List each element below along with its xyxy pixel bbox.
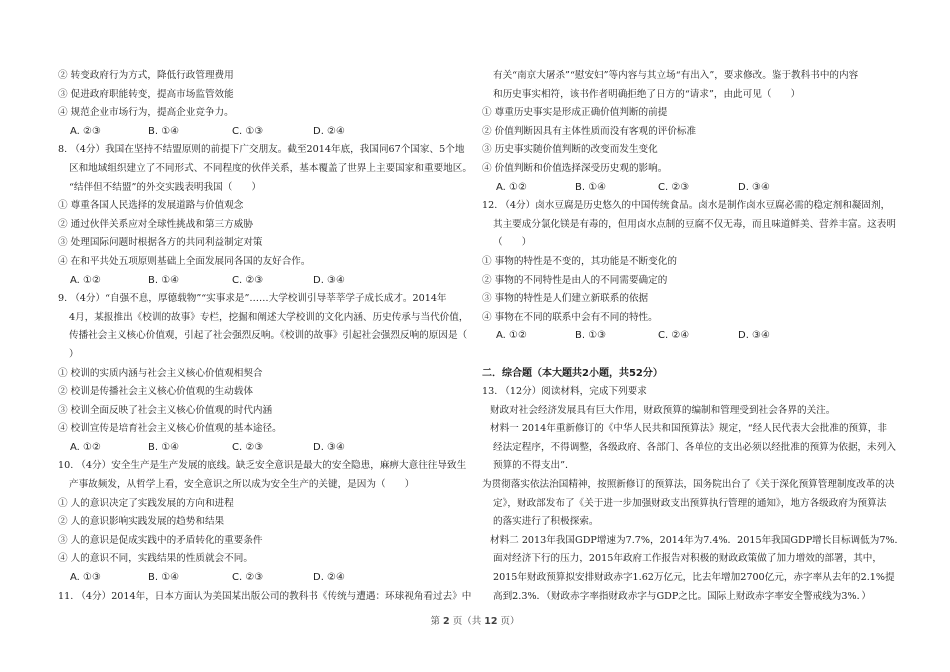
q10-stem: 10. （4分）安全生产是生产发展的底线。缺乏安全意识是最大的安全隐患，麻痹大意往往导致生 [58,460,467,472]
q9-stem: 9. （4分）“自强不息，厚德载物”“实事求是”……大学校训引导莘莘学子成长成才。2014年 [58,293,447,305]
option-c: C. ②③ [232,274,264,286]
q13-paragraph: 为贯彻落实依法治国精神，按照新修订的预算法，国务院出台了《关于深化预算管理制度改革的决 [482,479,895,491]
option-b: B. ①④ [148,572,180,584]
q11-stem: 11. （4分）2014年，日本方面认为美国某出版公司的教科书《传统与遭遇：环球视角看过去》中 [58,590,472,602]
q9-stem-cont: 传播社会主义核心价值观，引起了社会强烈反响。《校训的故事》引起社会强烈反响的原因是（ [69,330,468,342]
option-b: B. ①④ [575,181,607,193]
q7-item-2: ② 转变政府行为方式，降低行政管理费用 [58,70,234,81]
q8-item: ③ 处理国际问题时根据各方的共同利益制定对策 [58,237,263,249]
q12-item: ④ 事物在不同的联系中会有不同的特性。 [482,311,658,323]
q12-item: ① 事物的特性是不变的，其功能是不断变化的 [482,255,677,267]
q9-item: ③ 校训全面反映了社会主义核心价值观的时代内涵 [58,404,273,416]
q12-options [482,327,910,346]
q9-item: ② 校训是传播社会主义核心价值观的生动载体 [58,386,253,398]
option-d: D. ③④ [738,330,770,342]
option-b: B. ①④ [148,125,180,137]
q10-item: ① 人的意识决定了实践发展的方向和进程 [58,497,234,509]
option-d: D. ③④ [313,441,345,453]
q8-item: ① 尊重各国人民选择的发展道路与价值观念 [58,200,244,212]
q11-stem-cont: 有关“南京大屠杀”“慰安妇”等内容与其立场“有出入”，要求修改。鉴于教科书中的内容 [493,70,859,81]
q13-paragraph-cont: 定》，财政部发布了《关于进一步加强财政支出预算执行管理的通知》，地方各级政府为预算法 [493,497,887,509]
q12-item: ③ 事物的特性是人们建立新联系的依据 [482,293,649,305]
q8-item: ④ 在和平共处五项原则基础上全面发展同各国的友好合作。 [58,255,311,267]
option-b: B. ①④ [148,441,180,453]
option-c: C. ①③ [232,125,264,137]
q11-item: ③ 历史事实随价值判断的改变而发生变化 [482,144,658,156]
q7-options [58,123,474,142]
q10-item: ② 人的意识影响实践发展的趋势和结果 [58,516,225,528]
q11-stem-cont: 和历史事实相符，该书作者明确拒绝了日方的“请求”，由此可见（ ） [493,88,801,100]
material-2-cont: 2015年财政预算拟安排财政赤字1.62万亿元，比去年增加2700亿元，赤字率从去年的2.1%提 [493,572,895,584]
q9-item: ① 校训的实质内涵与社会主义核心价值观相契合 [58,367,263,379]
option-a: A. ①② [496,330,527,342]
material-1: 材料一 2014年重新修订的《中华人民共和国预算法》规定，“经人民代表大会批准的预算，非 [490,423,887,435]
option-b: B. ①③ [575,330,607,342]
page-number: 2 [443,616,450,627]
option-d: D. ③④ [313,274,345,286]
material-1-cont: 经法定程序，不得调整，各级政府、各部门、各单位的支出必须以经批准的预算为依据，未列入 [493,441,896,453]
q10-item: ④ 人的意识不同，实践结果的性质就会不同。 [58,553,253,565]
q11-options [482,179,910,198]
option-c: C. ②③ [658,181,690,193]
q8-item: ② 通过伙伴关系应对全球性挑战和第三方威胁 [58,218,253,230]
right-column [482,67,910,606]
option-d: D. ②④ [313,572,345,584]
section-heading: 二．综合题（本大题共2小题，共52分） [482,367,663,379]
q12-stem-cont: （ ） [493,237,532,249]
option-c: C. ②③ [232,441,264,453]
q12-stem-cont: 其主要成分氯化镁是有毒的，但用卤水点制的豆腐不仅无毒，而且味道鲜美、营养丰富。这表明 [493,218,896,230]
q9-item: ④ 校训宣传是培育社会主义核心价值观的基本途径。 [58,423,282,435]
footer-suffix: 页） [500,616,520,627]
option-a: A. ①② [70,441,101,453]
q9-options [58,439,474,458]
q10-item: ③ 人的意识是促成实践中的矛盾转化的重要条件 [58,534,263,546]
option-c: C. ②③ [232,572,264,584]
q12-stem: 12. （4分）卤水豆腐是历史悠久的中国传统食品。卤水是制作卤水豆腐必需的稳定剂和凝固剂， [482,200,891,212]
page-footer [0,613,950,627]
q10-stem-cont: 产事故频发，从哲学上看，安全意识之所以成为安全生产的关键，是因为（ ） [69,479,415,491]
material-2-cont: 面对经济下行的压力，2015年政府工作报告对积极的财政政策做了加力增效的部署，其中， [493,553,882,565]
q8-stem-cont: 区和地域组织建立了不同形式、不同程度的伙伴关系，基本覆盖了世界上主要国家和重要地区。 [69,162,472,174]
material-1-cont: 预算的不得支出”． [493,460,575,472]
total-pages: 12 [484,616,498,627]
option-a: A. ②③ [70,125,101,137]
q9-stem-cont: ） [69,348,79,360]
q7-item-4: ④ 规范企业市场行为，提高企业竞争力。 [58,107,234,119]
option-a: A. ①② [70,274,101,286]
q11-item: ② 价值判断因具有主体性质而没有客观的评价标准 [482,125,697,137]
footer-prefix: 第 [430,616,440,627]
q13-stem: 13. （12分）阅读材料，完成下列要求 [482,386,647,398]
option-a: A. ①③ [70,572,101,584]
material-2-cont: 高到2.3%．（财政赤字率指财政赤字与GDP之比。国际上财政赤字率安全警戒线为3%．） [493,590,871,602]
option-a: A. ①② [496,181,527,193]
option-b: B. ①④ [148,274,180,286]
q12-item: ② 事物的不同特性是由人的不同需要确定的 [482,274,668,286]
q10-options [58,569,474,588]
q11-item: ① 尊重历史事实是形成正确价值判断的前提 [482,107,668,119]
q8-stem-cont: “结伴但不结盟”的外交实践表明我国（ ） [69,181,262,193]
option-d: D. ③④ [738,181,770,193]
q7-item-3: ③ 促进政府职能转变，提高市场监管效能 [58,88,234,100]
q13-paragraph-cont: 的落实进行了积极探索。 [493,516,599,528]
footer-mid: 页（共 [452,616,482,627]
q9-stem-cont: 4月，某报推出《校训的故事》专栏，挖掘和阐述大学校训的文化内涵、历史传承与当代价值， [69,311,469,323]
option-c: C. ②④ [658,330,690,342]
q11-item: ④ 价值判断和价值选择深受历史观的影响。 [482,162,668,174]
q8-stem: 8. （4分）我国在坚持不结盟原则的前提下广交朋友。截至2014年底，我国同67个国家、5个地 [58,144,465,156]
material-2: 材料二 2013年我国GDP增速为7.7%，2014年为7.4%．2015年我国GDP增长目标调低为7%． [490,534,905,546]
blank-line [482,346,910,365]
q8-options [58,272,474,291]
q13-intro: 财政对社会经济发展具有巨大作用，财政预算的编制和管理受到社会各界的关注。 [490,404,836,416]
option-d: D. ②④ [313,125,345,137]
left-column [58,67,474,606]
